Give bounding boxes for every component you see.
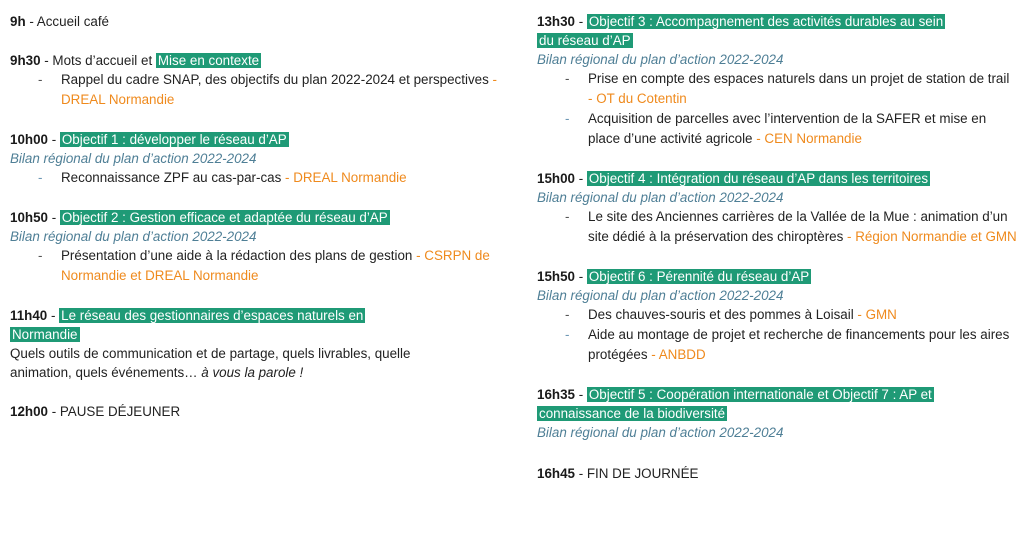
organization-label: ANBDD: [658, 347, 706, 362]
time-label: 13h30: [537, 14, 575, 29]
section-highlight-continued: du réseau d’AP: [539, 33, 631, 48]
section-highlight: Le réseau des gestionnaires d’espaces naturels en: [61, 308, 364, 323]
section-highlight: Objectif 1 : développer le réseau d’AP: [61, 132, 287, 147]
time-label: 16h35: [537, 387, 575, 402]
list-item: - Des chauves-souris et des pommes à Loisail - GMN: [537, 305, 1017, 325]
organization-label: CEN Normandie: [764, 131, 862, 146]
section-highlight: Objectif 5 : Coopération internationale et Objectif 7 : AP et: [588, 387, 932, 402]
organization-label: OT du Cotentin: [596, 91, 687, 106]
agenda-10h50: 10h50 - Objectif 2 : Gestion efficace et adaptée du réseau d’AP Bilan régional du plan d’action 2022-2024 - Présentation d’une aide à la rédaction des plans de gestion - CSRPN de Normandie et DREAL Normandie: [10, 208, 500, 286]
dash-bullet: -: [565, 71, 570, 86]
agenda-16h45: [537, 464, 1017, 483]
agenda-text: - Accueil café: [25, 14, 109, 29]
subtitle: Bilan régional du plan d’action 2022-2024: [537, 288, 784, 303]
agenda-9h30: [10, 51, 500, 110]
agenda-15h50: 15h50 - Objectif 6 : Pérennité du réseau d’AP Bilan régional du plan d’action 2022-2024 - Des chauves-souris et des pommes à Loisail - GMN - Aide au montage de projet et recherche de financements pour les aires protégées - ANBDD: [537, 267, 1017, 365]
agenda-15h00: 15h00 - Objectif 4 : Intégration du réseau d’AP dans les territoires Bilan régional du plan d’action 2022-2024 - Le site des Anciennes carrières de la Vallée de la Mue : animation d’un site dédié à la préservation des chiroptères - Région Normandie et GMN: [537, 169, 1017, 247]
item-text: Présentation d’une aide à la rédaction des plans de gestion: [61, 248, 413, 263]
agenda-afternoon: [537, 12, 1017, 483]
list-item: - Acquisition de parcelles avec l’intervention de la SAFER et mise en place d’une activité agricole - CEN Normandie: [565, 111, 987, 146]
organization-label: CSRPN de Normandie et DREAL Normandie: [61, 248, 490, 283]
time-label: 12h00: [10, 404, 48, 419]
time-label: 11h40: [10, 308, 48, 323]
agenda-text: - PAUSE DÉJEUNER: [47, 404, 181, 419]
dash-bullet: -: [565, 307, 570, 322]
time-label: 10h50: [10, 210, 48, 225]
dash-bullet: -: [38, 248, 43, 263]
agenda-10h00: 10h00 - Objectif 1 : développer le réseau d’AP Bilan régional du plan d’action 2022-2024 - Reconnaissance ZPF au cas-par-cas - DREAL Normandie: [10, 130, 500, 188]
list-item: - Présentation d’une aide à la rédaction des plans de gestion - CSRPN de Normandie et DREAL Normandie: [38, 248, 490, 283]
subtitle: Bilan régional du plan d’action 2022-2024: [537, 190, 784, 205]
agenda-text: Quels outils de communication et de partage, quels livrables, quelle: [10, 346, 411, 361]
item-text: Prise en compte des espaces naturels dans un projet de station de trail: [588, 71, 1010, 86]
time-label: 9h: [10, 14, 26, 29]
item-text: Rappel du cadre SNAP, des objectifs du plan 2022-2024 et perspectives: [61, 72, 489, 87]
section-highlight: Objectif 4 : Intégration du réseau d’AP dans les territoires: [588, 171, 929, 186]
organization-label: DREAL Normandie: [293, 170, 407, 185]
agenda-text: - Mots d’accueil et: [40, 53, 156, 68]
organization-label: GMN: [865, 307, 897, 322]
list-item: - Aide au montage de projet et recherche de financements pour les aires protégées - ANBDD: [565, 327, 1010, 362]
time-label: 10h00: [10, 132, 48, 147]
time-label: 15h00: [537, 171, 575, 186]
subtitle: Bilan régional du plan d’action 2022-2024: [10, 151, 257, 166]
agenda-13h30: 13h30 - Objectif 3 : Accompagnement des activités durables au sein du réseau d’AP Bilan régional du plan d’action 2022-2024 - Prise en compte des espaces naturels dans un projet de station de trail - OT du Cotentin - Acquisition de parcelles avec l’intervention de la SAFER et mise en place d’une activité agricole - CEN Normandie: [537, 12, 1017, 149]
dash-bullet: -: [565, 327, 570, 342]
agenda-text: - FIN DE JOURNÉE: [574, 466, 699, 481]
agenda-9h: [10, 12, 500, 31]
list-item: - Le site des Anciennes carrières de la Vallée de la Mue : animation d’un site dédié à la préservation des chiroptères - Région Normandie et GMN: [565, 209, 1017, 244]
time-label: 9h30: [10, 53, 41, 68]
section-highlight: Objectif 6 : Pérennité du réseau d’AP: [588, 269, 810, 284]
emphasis-text: à vous la parole !: [201, 365, 304, 380]
agenda-16h35: 16h35 - Objectif 5 : Coopération internationale et Objectif 7 : AP et connaissance de la biodiversité Bilan régional du plan d’action 2022-2024: [537, 385, 1017, 442]
item-text: Des chauves-souris et des pommes à Loisail: [588, 307, 854, 322]
subtitle: Bilan régional du plan d’action 2022-2024: [537, 52, 784, 67]
section-highlight: Objectif 2 : Gestion efficace et adaptée du réseau d’AP: [61, 210, 388, 225]
list-item: - Reconnaissance ZPF au cas-par-cas - DREAL Normandie: [10, 168, 500, 188]
agenda-12h00: [10, 402, 500, 421]
item-text: Reconnaissance ZPF au cas-par-cas: [61, 170, 282, 185]
section-highlight: Mise en contexte: [157, 53, 260, 68]
dash-bullet: -: [565, 111, 570, 126]
subtitle: Bilan régional du plan d’action 2022-2024: [537, 425, 784, 440]
dash-bullet: -: [38, 72, 43, 87]
item-text: Le site des Anciennes carrières de la Vallée de la Mue : animation d’un site dédié à la préservation des chiroptères: [588, 209, 1008, 244]
section-highlight-continued: Normandie: [12, 327, 78, 342]
time-label: 16h45: [537, 466, 575, 481]
subtitle: Bilan régional du plan d’action 2022-2024: [10, 229, 257, 244]
dash-bullet: -: [38, 170, 43, 185]
agenda-11h40: 11h40 - Le réseau des gestionnaires d’espaces naturels en Normandie Quels outils de communication et de partage, quels livrables, quelle animation, quels événements… à vous la parole !: [10, 306, 500, 382]
item-text: Acquisition de parcelles avec l’intervention de la SAFER et mise en place d’une activité agricole: [588, 111, 987, 146]
list-item: - Rappel du cadre SNAP, des objectifs du plan 2022-2024 et perspectives - DREAL Normandie: [38, 72, 497, 107]
organization-label: DREAL Normandie: [61, 92, 175, 107]
organization-label: Région Normandie et GMN: [855, 229, 1017, 244]
section-highlight: Objectif 3 : Accompagnement des activités durables au sein: [588, 14, 944, 29]
time-label: 15h50: [537, 269, 575, 284]
list-item: - Prise en compte des espaces naturels dans un projet de station de trail - OT du Cotentin: [565, 71, 1010, 106]
section-highlight-continued: connaissance de la biodiversité: [539, 406, 726, 421]
dash-bullet: -: [565, 209, 570, 224]
agenda-morning: [10, 12, 500, 421]
agenda-text: animation, quels événements…: [10, 365, 202, 380]
item-text: Aide au montage de projet et recherche de financements pour les aires protégées: [588, 327, 1010, 362]
